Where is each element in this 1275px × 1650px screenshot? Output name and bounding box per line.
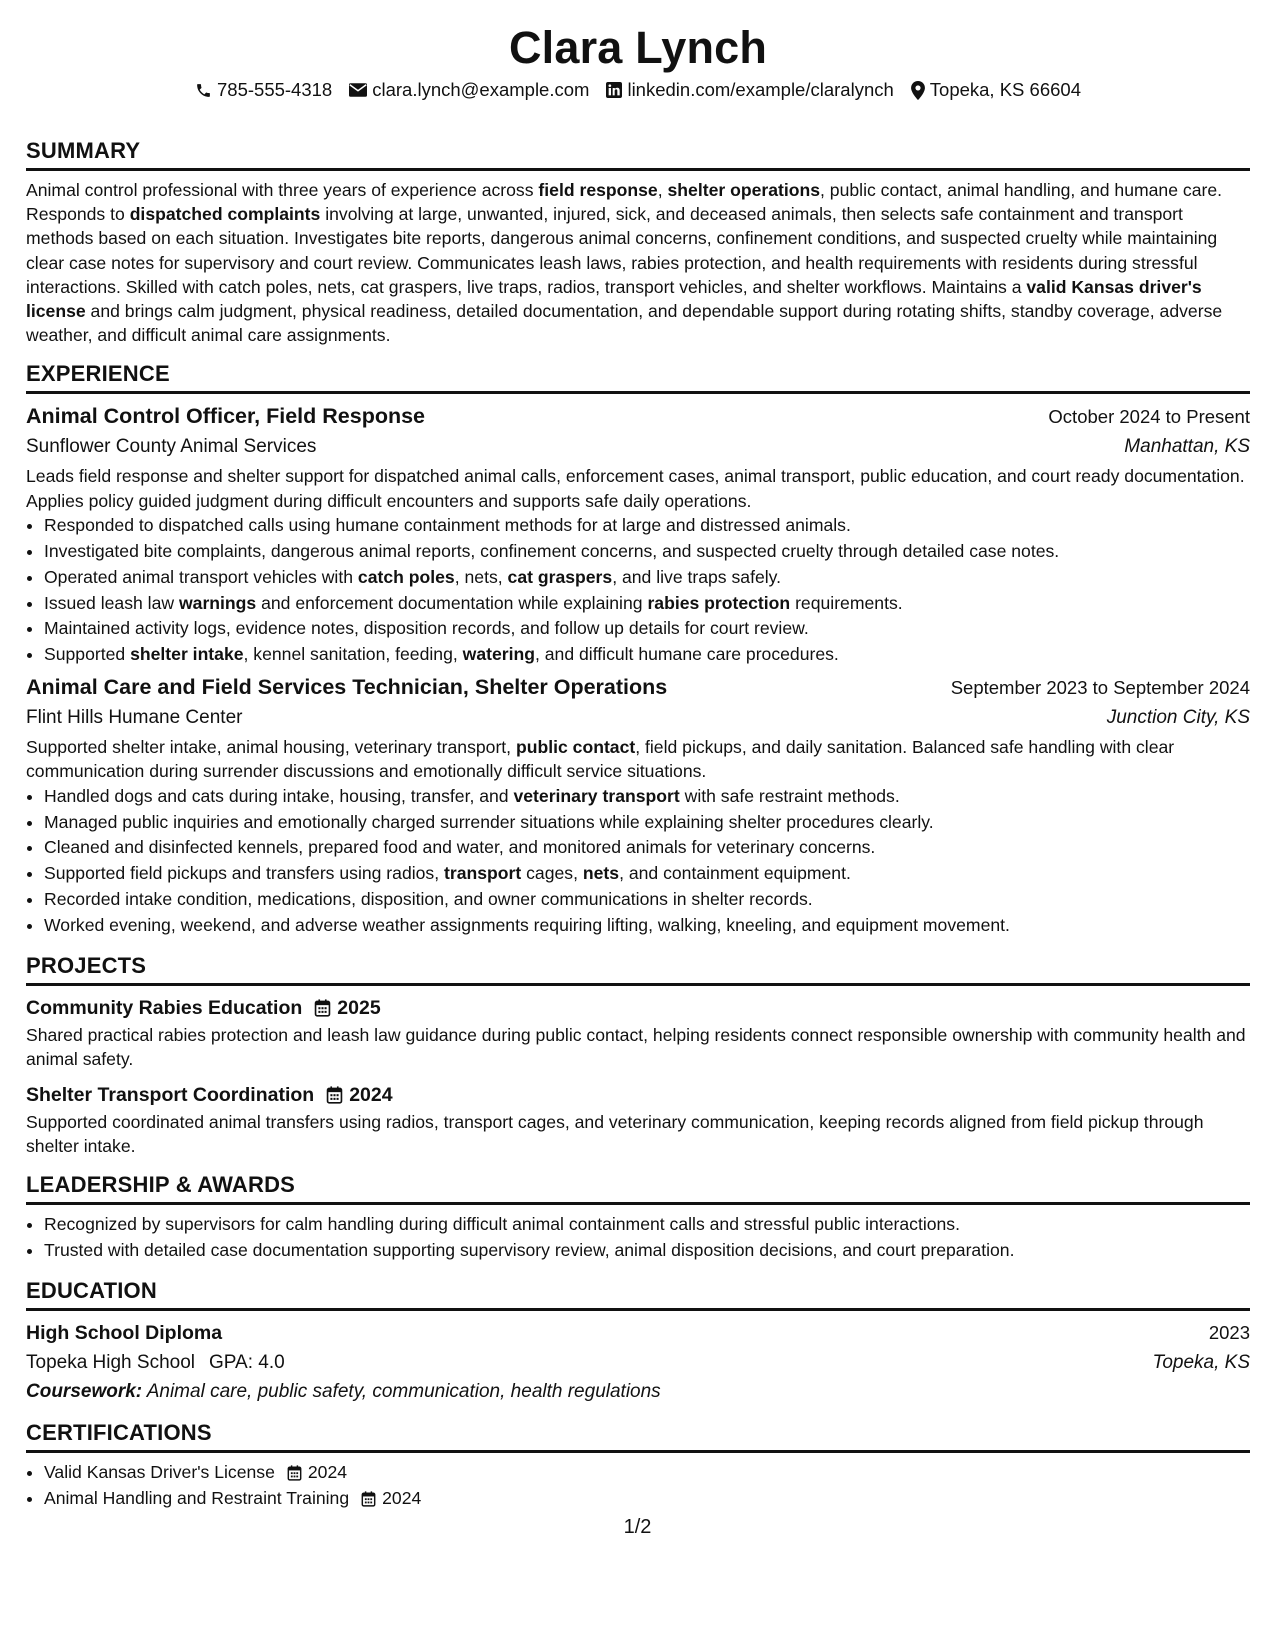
job-location: Manhattan, KS (1124, 436, 1250, 458)
calendar-icon (326, 1086, 343, 1104)
list-item: • Handled dogs and cats during intake, housing, transfer, and veterinary transport with safe restraint methods. (44, 784, 1250, 810)
certifications-list (26, 1460, 1250, 1512)
phone-text: 785-555-4318 (217, 79, 333, 100)
job-description: Supported shelter intake, animal housing, veterinary transport, public contact, field pickups, and daily sanitation. Balanced safe handling with clear communication during surrender discussions and emotionally difficult service situations. (26, 737, 1175, 782)
job-entry (26, 401, 1250, 668)
list-item: • Issued leash law warnings and enforcement documentation while explaining rabies protection requirements. (44, 591, 1250, 617)
section-title-projects: PROJECTS (26, 953, 1250, 986)
list-item: • Supported shelter intake, kennel sanitation, feeding, watering, and difficult humane care procedures. (44, 642, 1250, 668)
job-organization: Flint Hills Humane Center (26, 707, 243, 729)
linkedin-link[interactable]: linkedin.com/example/claralynch (627, 79, 894, 100)
list-item: • Trusted with detailed case documentation supporting supervisory review, animal disposition decisions, and court preparation. (44, 1238, 1250, 1264)
list-item (44, 1486, 1250, 1512)
graduation-year: 2023 (1208, 1321, 1250, 1343)
school-name-row (26, 1348, 285, 1377)
list-item: • Maintained activity logs, evidence notes, disposition records, and follow up details for court review. (44, 616, 1250, 642)
school-name: Topeka High School (26, 1351, 195, 1373)
page-number: 1/2 (623, 1516, 652, 1538)
summary-text: Animal control professional with three years of experience across field response, shelter operations, public contact, animal handling, and humane care. Responds to dispatched complaints involving at large, unwanted, injured, sick, and deceased animals, then selects safe containment and transport methods based on each situation. Investigates bite reports, dangerous animal concerns, confinement conditions, and suspected cruelty while maintaining clear case notes for supervisory and court review. Communicates leash laws, rabies protection, and health requirements with residents during stressful interactions. Skilled with catch poles, nets, cat graspers, live traps, radios, transport vehicles, and shelter workflows. Maintains a valid Kansas driver's license and brings calm judgment, physical readiness, detailed documentation, and dependable support during rotating shifts, standby coverage, adverse weather, and difficult animal care assignments. (26, 180, 1223, 346)
job-dates: September 2023 to September 2024 (950, 677, 1250, 699)
list-item: • Investigated bite complaints, dangerous animal reports, confinement concerns, and suspected cruelty through detailed case notes. (44, 539, 1250, 565)
job-title: Animal Care and Field Services Technician, Shelter Operations (26, 675, 668, 700)
contact-location (911, 79, 1081, 101)
list-item: • Operated animal transport vehicles with catch poles, nets, cat graspers, and live traps safely. (44, 565, 1250, 591)
list-item: • Worked evening, weekend, and adverse weather assignments requiring lifting, walking, kneeling, and equipment movement. (44, 913, 1250, 939)
section-title-summary: SUMMARY (26, 138, 1250, 171)
project-year: 2025 (337, 997, 381, 1020)
leadership-list (26, 1212, 1250, 1264)
section-title-education: EDUCATION (26, 1278, 1250, 1311)
certification-name: • Valid Kansas Driver's License (44, 1461, 275, 1482)
job-dates: October 2024 to Present (1048, 406, 1250, 428)
job-title: Animal Control Officer, Field Response (26, 404, 426, 429)
list-item: • Responded to dispatched calls using humane containment methods for at large and distressed animals. (44, 513, 1250, 539)
email-link[interactable]: clara.lynch@example.com (372, 79, 590, 100)
certification-year: 2024 (382, 1487, 422, 1508)
envelope-icon (349, 83, 367, 97)
projects-section (26, 953, 1250, 1158)
list-item: • Recognized by supervisors for calm handling during difficult animal containment calls and stressful public interactions. (44, 1212, 1250, 1238)
list-item: • Supported field pickups and transfers using radios, transport cages, nets, and containment equipment. (44, 861, 1250, 887)
map-pin-icon (911, 81, 925, 100)
candidate-name: Clara Lynch (508, 22, 768, 73)
contact-linkedin[interactable] (606, 79, 893, 101)
project-entry (26, 993, 1250, 1071)
list-item: • Cleaned and disinfected kennels, prepared food and water, and monitored animals for veterinary concerns. (44, 835, 1250, 861)
list-item: • Recorded intake condition, medications, disposition, and owner communications in shelter records. (44, 887, 1250, 913)
section-title-leadership: LEADERSHIP & AWARDS (26, 1172, 1250, 1205)
job-location: Junction City, KS (1106, 707, 1250, 729)
gpa: GPA: 4.0 (209, 1351, 285, 1373)
summary-section (26, 138, 1250, 347)
job-bullets (26, 513, 1250, 668)
certifications-section (26, 1420, 1250, 1512)
project-year: 2024 (349, 1083, 393, 1106)
calendar-icon (314, 999, 331, 1017)
contact-phone (195, 79, 332, 101)
job-organization: Sunflower County Animal Services (26, 436, 317, 458)
list-item (44, 1460, 1250, 1486)
experience-section (26, 361, 1250, 939)
project-entry (26, 1080, 1250, 1158)
section-title-experience: EXPERIENCE (26, 361, 1250, 394)
certification-year: 2024 (307, 1461, 348, 1482)
leadership-section (26, 1172, 1250, 1264)
contact-bar (26, 76, 1250, 104)
location-text: Topeka, KS 66604 (929, 79, 1081, 100)
section-title-certifications: CERTIFICATIONS (26, 1420, 1250, 1453)
degree-title: High School Diploma (26, 1321, 223, 1344)
coursework (26, 1377, 1250, 1406)
calendar-icon (287, 1465, 302, 1481)
job-entry (26, 672, 1250, 939)
education-section (26, 1278, 1250, 1406)
certification-name: • Animal Handling and Restraint Training (44, 1487, 350, 1508)
project-description: Supported coordinated animal transfers using radios, transport cages, and veterinary communication, keeping records aligned from field pickup through shelter intake. (26, 1111, 1204, 1156)
calendar-icon (361, 1491, 376, 1507)
linkedin-icon (606, 82, 622, 98)
phone-icon (195, 82, 212, 99)
coursework-label: Coursework: (26, 1380, 143, 1402)
job-description: Leads field response and shelter support for dispatched animal calls, enforcement cases, animal transport, public education, and court ready documentation. Applies policy guided judgment during difficult encounters and supports safe daily operations. (26, 466, 1245, 511)
job-bullets (26, 784, 1250, 939)
school-location: Topeka, KS (1152, 1351, 1250, 1373)
project-name: Shelter Transport Coordination (26, 1083, 315, 1106)
contact-email[interactable] (349, 79, 589, 101)
project-name: Community Rabies Education (26, 997, 303, 1020)
list-item: • Managed public inquiries and emotionally charged surrender situations while explaining shelter procedures clearly. (44, 810, 1250, 836)
coursework-text: Animal care, public safety, communication, health regulations (142, 1380, 661, 1402)
project-description: Shared practical rabies protection and leash law guidance during public contact, helping residents connect responsible ownership with community health and animal safety. (26, 1025, 1246, 1070)
resume-page (26, 0, 1250, 1512)
